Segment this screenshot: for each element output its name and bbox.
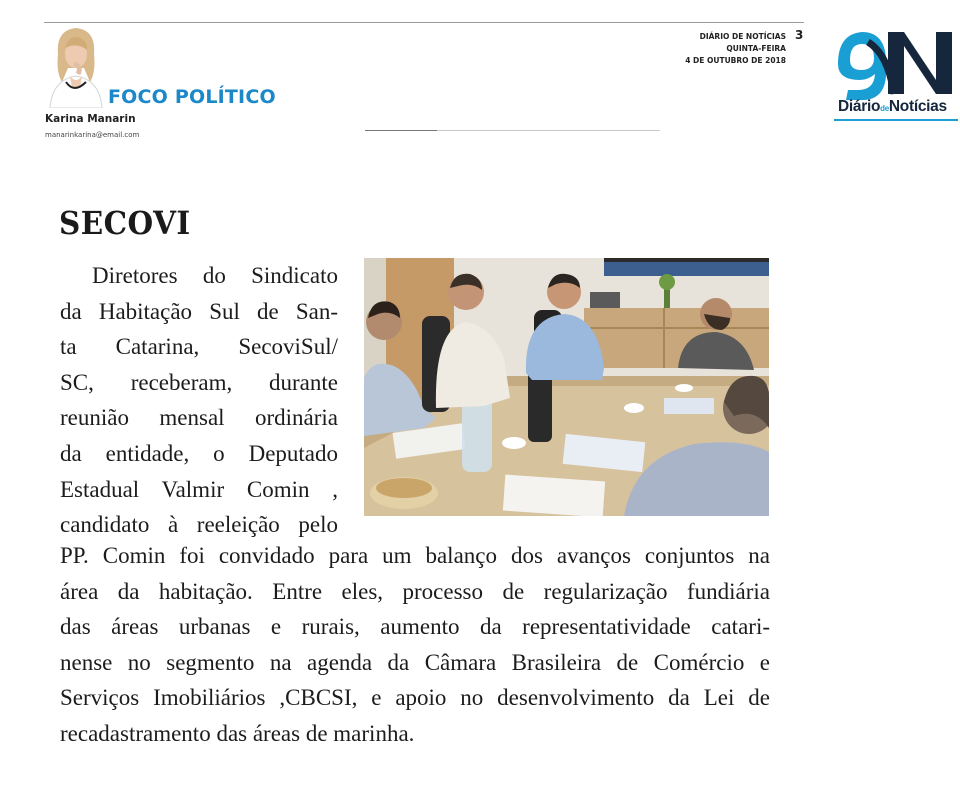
article-line: ta Catarina, SecoviSul/ (60, 334, 338, 360)
masthead (685, 31, 786, 67)
article-line: Diretores do Sindicato (92, 263, 338, 288)
author-name: Karina Manarin (45, 113, 136, 125)
logo-rule (834, 119, 958, 121)
logo-word-diario: Diário (838, 98, 881, 115)
logo-word-noticias: Notícias (888, 98, 947, 115)
article-line: nense no segmento na agenda da Câmara Brasileira de Comércio e (60, 649, 770, 675)
article-line: da Habitação Sul de San- (60, 298, 338, 324)
article-line: PP. Comin foi convidado para um balanço dos avanços conjuntos na (60, 543, 770, 568)
divider-rule-accent (365, 130, 437, 131)
article-line: recadastramento das áreas de marinha. (60, 720, 415, 746)
article-line: Estadual Valmir Comin , (60, 476, 338, 502)
article-column-text (60, 258, 338, 543)
article-line: Serviços Imobiliários ,CBCSI, e apoio no desenvolvimento da Lei de (60, 685, 770, 711)
author-photo (44, 24, 108, 108)
article-line: reunião mensal ordinária (60, 405, 338, 431)
masthead-paper: DIÁRIO DE NOTÍCIAS (699, 32, 786, 41)
article-line: das áreas urbanas e rurais, aumento da representatividade catari- (60, 614, 770, 640)
top-rule (44, 22, 804, 23)
column-title: FOCO POLÍTICO (108, 86, 276, 108)
article-line: candidato à reeleição pelo (60, 512, 338, 538)
article-line: área da habitação. Entre eles, processo de regularização fundiária (60, 578, 770, 604)
article-body-text (60, 538, 770, 752)
meeting-photo (364, 258, 769, 516)
page-number: 3 (795, 28, 804, 42)
article-line: da entidade, o Deputado (60, 440, 338, 466)
article-line: SC, receberam, durante (60, 369, 338, 395)
masthead-date: 4 DE OUTUBRO DE 2018 (685, 56, 786, 65)
author-email: manarinkarina@email.com (45, 131, 140, 139)
logo-word-de: de (880, 104, 889, 113)
logo-wordmark (838, 98, 947, 116)
article-headline: SECOVI (59, 204, 191, 242)
masthead-weekday: QUINTA-FEIRA (726, 44, 786, 53)
